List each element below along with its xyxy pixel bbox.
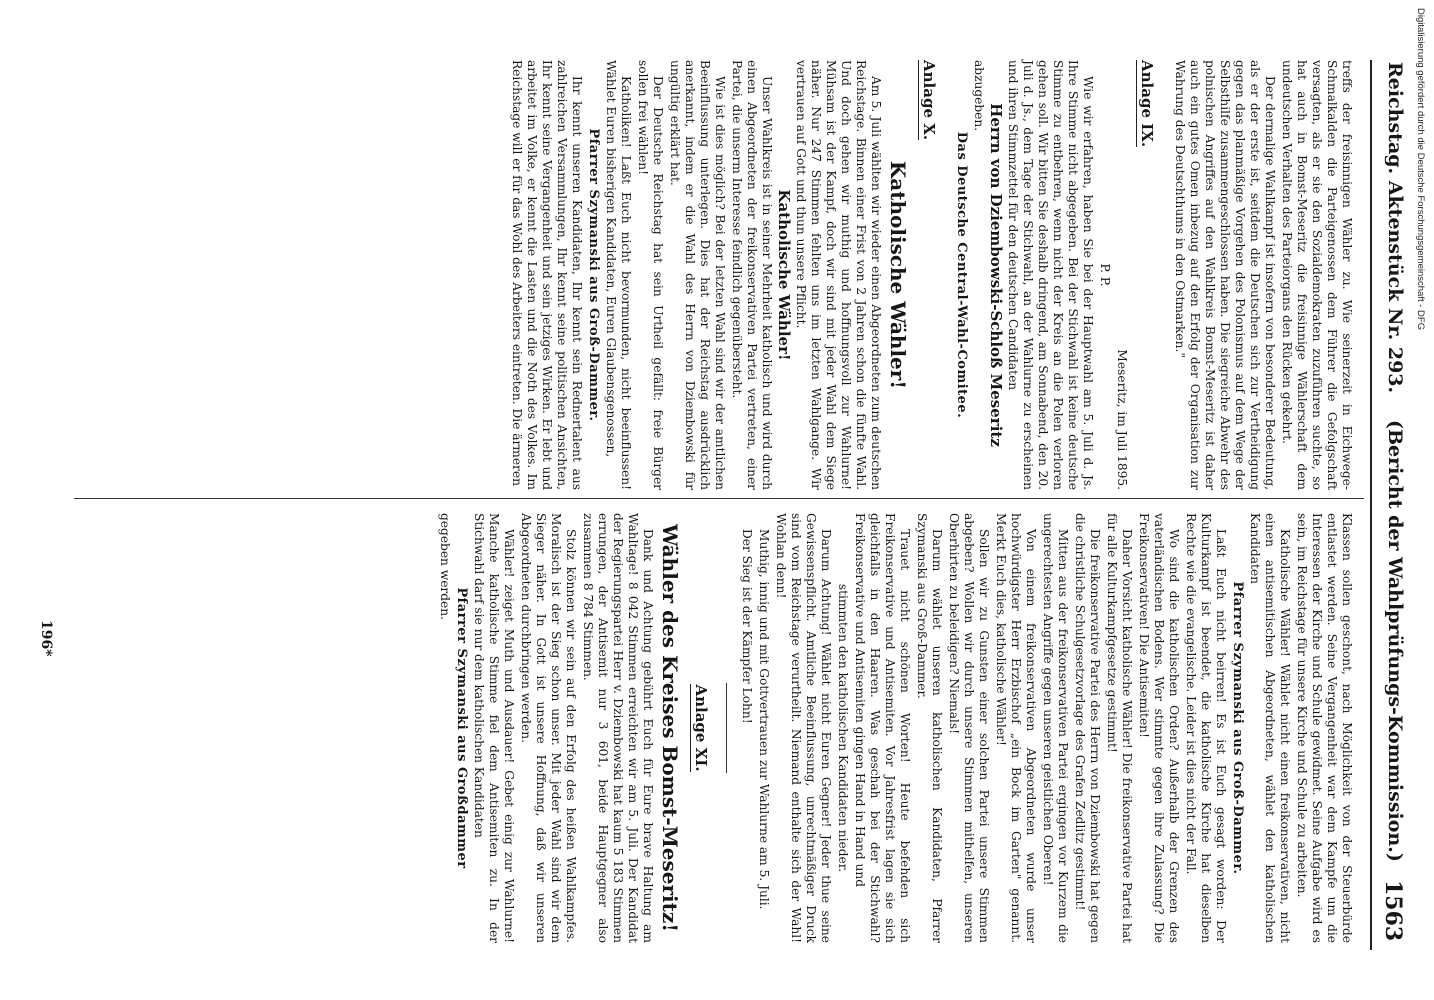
paragraph: Klassen sollen geschont, nach Möglichkeit von der Steuerbürde entlastet werden. Seine Vergangenheit war dem Kampfe um die Interessen der Kirche und Schule gewidmet. Seine Aufgabe wird es sein, im Reichstage für unsere Kirche und Schule zu arbeiten. [1295,513,1354,943]
signature: Pfarrer Szymanski aus Großdammer [454,587,469,869]
page-header [1370,0,1414,1000]
paragraph: Darum wählet unseren katholischen Kandidaten, Pfarrer Szymanski aus Groß-Dammer. [915,513,944,943]
signature: Pfarrer Szymanski aus Groß-Dammer. [1230,581,1245,875]
paragraph: Wähler! zeiget Muth und Ausdauer! Gebet einig zur Wahlurne! Manche katholische Stimme fiel dem Antisemiten zu. In der Stichwahl darf sie nur dem katholischen Kandidaten [472,513,516,943]
column-divider [74,498,1364,499]
paragraph: Dank und Achtung gebührt Euch für Eure brave Haltung am Wahltage! 8 042 Stimmen erreichten wir am 5. Juli. Der Kandidat der Regierungspartei Herr v. Dziembowski hat kaum 5 183 Stimmen errungen, der Antisemit nur 3 601, beide Hauptgegner also zusammen 8 784 Stimmen. [581,513,655,943]
x-title-2: Katholische Wähler! [775,189,793,361]
paragraph: Von einem freikonservativen Abgeordneten wurde unser hochwürdigster Herr Erzbischof „ein Bock im Garten" genannt. Merkt Euch dies, katholische Wähler! [994,513,1038,943]
anlage-xi-heading: Anlage XI. [692,684,710,772]
ix-signature: Das Deutsche Central-Wahl-Comitee. [954,131,969,419]
x-title: Katholische Wähler! [886,160,910,390]
signature-mark: 196* [38,620,54,657]
ix-date: Meseritz, im Juli 1895. [1115,349,1129,490]
paragraph: Der dermalige Wahlkampf ist insofern von besonderer Bedeutung, als er der erste ist, seitdem die Deutschen sich zur Vertheidigung gegen das planmäßige Vorgehen des Polonismus auf dem Wege der Selbsthilfe zusammengeschlossen haben. Die siegreiche Abwehr des polnischen Angriffes auf den Wahlkreis Bomst-Meseritz ist daher auch ein gutes Omen inbezug auf den Erfolg der Organisation zur Wahrung des Deutschthums in den Ostmarken." [1173,60,1277,490]
paragraph: Wo sind die katholischen Orden? Außerhalb der Grenzen des vaterländischen Bodens. Wer stimmte gegen ihre Zulassung? Die Freikonservativen! Die Antisemiten! [1137,513,1181,943]
candidate-name: Pfarrer Szymanski aus Groß-Dammer. [586,128,601,422]
paragraph: Der Deutsche Reichstag hat sein Urtheil gefällt: freie Bürger sollen frei wählen! [636,60,665,490]
paragraph: Katholische Wähler! Wählet nicht einen freikonservativen, nicht einen antisemitischen Abgeordneten, wählet den katholischen Kandidaten [1248,513,1292,943]
paragraph: Darum Achtung! Wählet nicht Euren Gegner! Jeder thue seine Gewissenspflicht. Amtliche Beeinflussung, unrechtmäßiger Druck sind vom Reichstage verurtheilt. Niemand enthalte sich der Wahl! Wohlan denn! [774,513,833,943]
header-rule [1370,60,1372,950]
paragraph: treffs der freisinnigen Wähler zu. Wie seinerzeit in Eichwege-Schmalkalden die Parteigenossen dem Führer die Gefolgschaft versagten, als er sie den Sozialdemokraten zuzuführen suchte, so hat auch in Bomst-Meseritz die freisinnige Wählerschaft dem undeutschen Verhalten des Parteiorgans den Rücken gekehrt. [1280,60,1354,490]
paragraph: Wie ist dies möglich? Bei der letzten Wahl sind wir der amtlichen Beeinflussung unterlegen. Dies hat der Reichstag ausdrücklich anerkannt, indem er die Wahl des Herrn von Dziembowski für ungültig erklärt hat. [668,60,727,490]
paragraph: Laßt Euch nicht beirren! Es ist Euch gesagt worden: Der Kulturkampf ist beendet, die katholische Kirche hat dieselben Rechte wie die evangelische. Leider ist dies nicht der Fall. [1184,513,1228,943]
paragraph: Mitten aus der freikonservativen Partei ergingen vor Kurzem die ungerechtesten Angriffe gegen unseren geistlichen Oberen! [1041,513,1070,943]
paragraph: Muthig, innig und mit Gottvertrauen zur Wahlurne am 5. Juli. [757,529,771,910]
paragraph: Ihr kennt unseren Kandidaten, Ihr kennt sein Rednertalent aus zahlreichen Versammlungen, Ihr kennt seine politischen Ansichten, Ihr kennt seine Vergangenheit und sein jetziges Wirken. Er lebt und arbeitet im Volke, er kennt die Lasten und die Noth des Volkes. Im Reichstage will er für das Wohl des Arbeiters eintreten. Die ärmeren [510,60,584,490]
header-left: Reichstag. Aktenstück Nr. 293. [1384,62,1406,394]
anlage-x-heading: Anlage X. [920,60,938,141]
ix-after: abzugeben. [972,60,986,132]
paragraph: Die freikonservative Partei des Herrn von Dziembowski hat gegen die christliche Schulgesetzvorlage des Grafen Zedlitz gestimmt! [1073,513,1102,943]
left-column [507,60,1354,490]
paragraph: Daher Vorsicht katholische Wähler! Die freikonservative Partei hat für alle Kulturkampfgesetze gestimmt! [1105,513,1134,943]
digitization-credit: Digitalisierung gefördert durch die Deutsche Forschungsgemeinschaft - DFG [1415,8,1426,331]
paragraph: Sollen wir zu Gunsten einer solchen Partei unsere Stimmen abgeben? Wollen wir durch unsere Stimmen mithelfen, unseren Oberhirten zu beleidigen? Niemals! [947,513,991,943]
paragraph: Unser Wahlkreis ist in seiner Mehrheit katholisch und wird durch einen Abgeordneten der freikonservativen Partei vertreten, einer Partei, die unserm Interesse feindlich gegenübersteht. [730,60,774,490]
paragraph: Stolz können wir sein auf den Erfolg des heißen Wahlkampfes. Moralisch ist der Sieg schon unser. Mit jeder Wahl sind wir dem Sieger näher. In Gott ist unsere Hoffnung, daß wir unseren Abgeordneten durchbringen werden. [519,513,578,943]
header-title: (Bericht der Wahlprüfungs-Kommission.) [1384,420,1406,862]
xi-after: gegeben werden. [438,513,452,620]
paragraph: stimmten den katholischen Kandidaten nieder. [836,583,850,873]
paragraph: Trauet nicht schönen Worten! Heute befehden sich Freikonservative und Antisemiten. Vor Jahresfrist lagen sie sich gleichfalls in den Haaren. Was geschah bei der Stichwahl? Freikonservative und Antisemiten gingen Hand in Hand und [853,513,912,943]
xi-title: Wähler des Kreises Bomst-Meseritz! [658,524,682,932]
ix-salutation: P. P. [1098,263,1112,287]
separator [726,683,727,773]
paragraph: Katholiken! Laßt Euch nicht bevormunden, nicht beeinflussen! Wählet Euren bisherigen Kandidaten, Euren Glaubensgenossen, [604,60,633,490]
ix-text: Wie wir erfahren, haben Sie bei der Hauptwahl am 5. Juli d. Js. Ihre Stimme nicht abgegeben. Bei der Stichwahl ist keine deutsche Stimme zu entbehren, wenn nicht der Kreis an die Polen verloren gehen soll. Wir bitten Sie deshalb dringend, am Sonnabend, den 20. Juli d. Js., dem Tage der Stichwahl, an der Wahlurne zu erscheinen und ihren Stimmzettel für den deutschen Candidaten [1006,60,1095,490]
x-text: Am 5. Juli wählten wir wieder einen Abgeordneten zum deutschen Reichstage. Binnen einer Frist von 2 Jahren schon die fünfte Wahl. Und doch gehen wir muthig und hoffnungsvoll zur Wahlurne! Mühsam ist der Kampf, doch wir sind mit jeder Wahl dem Siege näher. Nur 247 Stimmen fehlten uns im letzten Wahlgange. Wir vertrauen auf Gott und thun unsere Pflicht. [794,60,883,490]
right-column [435,513,1354,943]
anlage-ix-heading: Anlage IX. [1138,60,1156,148]
page-number: 1563 [1380,880,1406,942]
paragraph: Der Sieg ist der Kämpfer Lohn! [740,529,754,724]
ix-candidate: Herrn von Dziembowski-Schloß Meseritz [987,103,1005,447]
